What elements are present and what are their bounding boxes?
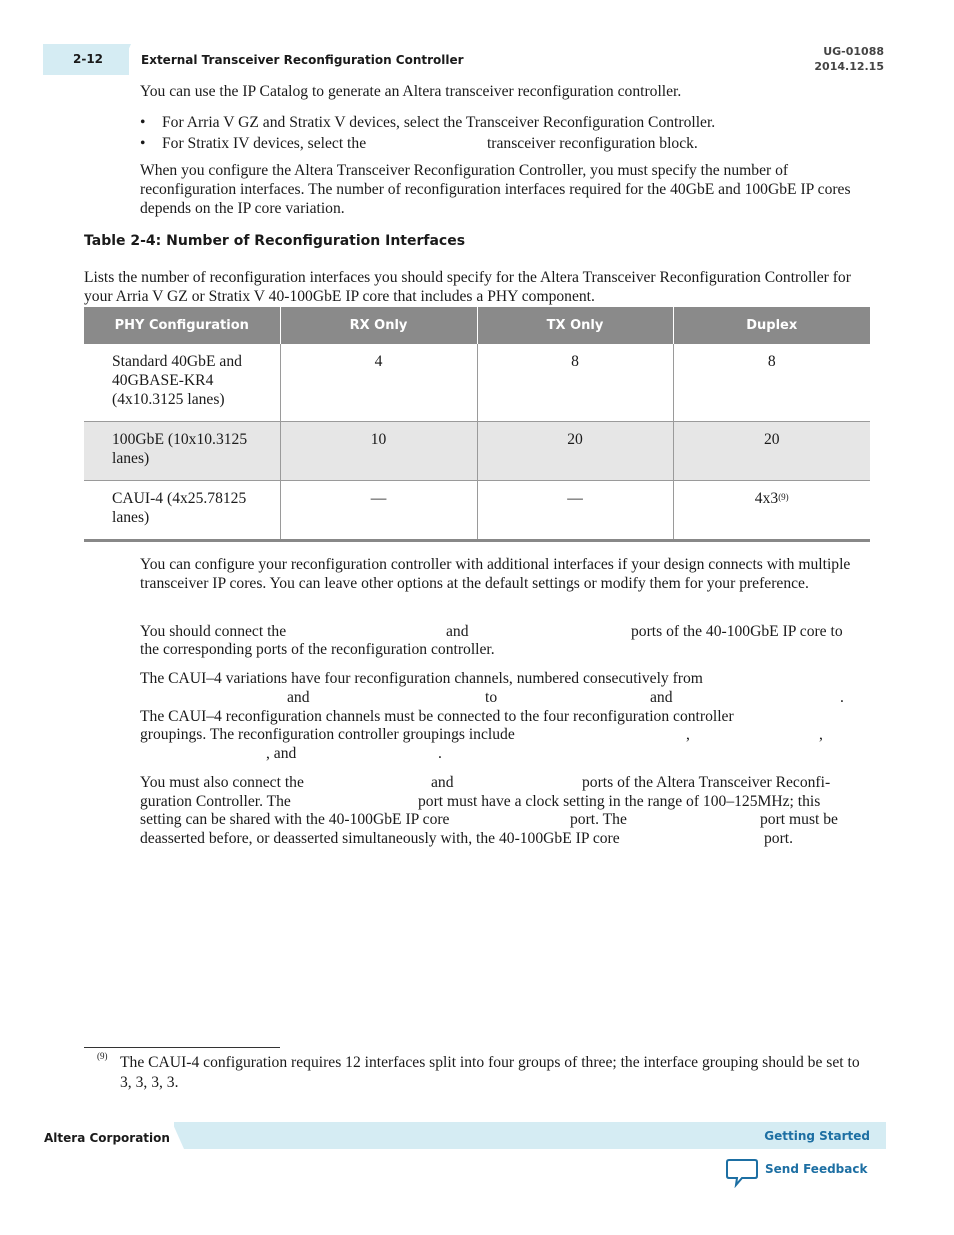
clock-text-b: and [431,774,454,791]
caui4-text-h: , [686,726,690,743]
table-row [84,344,870,422]
device-bullet-list [140,112,864,154]
clock-text-d: guration Controller. The [140,793,291,810]
reconfiguration-interfaces-table [84,307,870,542]
connect-text-c: ports of the 40-100GbE IP core to [631,623,843,640]
clock-text-h: port must be [760,811,838,828]
cell-duplex [673,481,870,541]
cell-duplex: 8 [673,344,870,422]
footnote-mark: (9) [97,1051,108,1061]
caui4-text-d: and [650,689,673,706]
table-description: Lists the number of reconfiguration interfaces you should specify for the Altera Transceiver Reconfiguration Controller for your Arria V GZ or Stratix V 40-100GbE IP core that includes a PHY component. [84,269,851,305]
cell-rx: 10 [280,422,477,481]
duplex-value: 4x3 [754,490,779,507]
send-feedback-link[interactable]: Send Feedback [765,1162,868,1176]
col-header-tx: TX Only [477,307,673,344]
caui4-text-f: The CAUI–4 reconfiguration channels must be connected to the four reconfiguration controller [140,708,734,725]
caui4-text-a: The CAUI–4 variations have four reconfiguration channels, numbered consecutively from [140,670,703,687]
cell-rx: 4 [280,344,477,422]
bullet-arria-stratix-v: • For Arria V GZ and Stratix V devices, select the Transceiver Reconfiguration Controller. [140,112,864,133]
cell-rx: — [280,481,477,541]
table-caption: Table 2-4: Number of Reconfiguration Interfaces [84,233,466,249]
caui4-text-j: , and [266,745,297,762]
cell-config: 100GbE (10x10.3125 lanes) [84,422,280,481]
caui4-text-c: to [485,689,498,706]
section-title: External Transceiver Reconfiguration Controller [141,53,464,67]
connect-text-b: and [446,623,469,640]
footer-section-link[interactable]: Getting Started [764,1129,870,1143]
table-row [84,422,870,481]
header-tab-edge [117,44,131,75]
caui4-text-i: , [819,726,823,743]
cell-tx: — [477,481,673,541]
footer-band-edge [172,1122,184,1149]
intro-paragraph: You can use the IP Catalog to generate an Altera transceiver reconfiguration controller. [140,83,682,100]
clock-text-a: You must also connect the [140,774,304,791]
footnote-ref[interactable]: (9) [778,492,789,502]
cell-tx: 8 [477,344,673,422]
caui4-text-k: . [438,745,442,762]
clock-text-i: deasserted before, or deasserted simultaneously with, the 40-100GbE IP core [140,830,620,847]
table-header-row [84,307,870,344]
doc-date: 2014.12.15 [814,60,884,73]
clock-text-g: port. The [570,811,627,828]
bullet-stratix-iv: • For Stratix IV devices, select the transceiver reconfiguration block. [140,133,864,154]
additional-interfaces-paragraph: You can configure your reconfiguration controller with additional interfaces if your design connects with multiple transceiver IP cores. You can leave other options at the default settings or modify them for your preference. [140,556,851,592]
connect-text-a: You should connect the [140,623,287,640]
caui4-text-g: groupings. The reconfiguration controller groupings include [140,726,515,743]
clock-text-e: port must have a clock setting in the range of 100–125MHz; this [418,793,821,810]
clock-text-f: setting can be shared with the 40-100GbE IP core [140,811,450,828]
clock-text-c: ports of the Altera Transceiver Reconfi- [582,774,831,791]
cell-config: Standard 40GbE and 40GBASE-KR4 (4x10.3125 lanes) [84,344,280,422]
doc-info [814,44,884,74]
connect-text-d: the corresponding ports of the reconfiguration controller. [140,641,495,658]
table-row [84,481,870,541]
footnote-text: The CAUI-4 configuration requires 12 interfaces split into four groups of three; the interface grouping should be set to 3, 3, 3, 3. [120,1054,860,1091]
page-number: 2-12 [73,52,104,66]
col-header-rx: RX Only [280,307,477,344]
speech-bubble-icon[interactable] [726,1158,758,1188]
cell-config: CAUI-4 (4x25.78125 lanes) [84,481,280,541]
cell-duplex: 20 [673,422,870,481]
caui4-text-e: . [840,689,844,706]
footer-company: Altera Corporation [44,1131,170,1145]
col-header-duplex: Duplex [673,307,870,344]
cell-tx: 20 [477,422,673,481]
caui4-text-b: and [287,689,310,706]
col-header-phy: PHY Configuration [84,307,280,344]
configure-paragraph: When you configure the Altera Transceiver Reconfiguration Controller, you must specify the number of reconfiguration interfaces. The number of reconfiguration interfaces required for the 40GbE and 100GbE IP cores depends on the IP core variation. [140,162,851,217]
footnote-divider [84,1047,280,1048]
clock-text-j: port. [764,830,794,847]
doc-id: UG-01088 [823,45,884,58]
